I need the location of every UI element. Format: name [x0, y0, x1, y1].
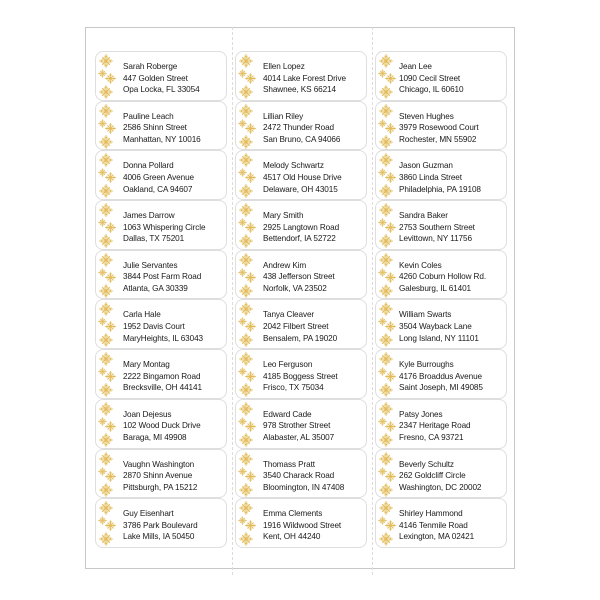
- city-state-zip: MaryHeights, IL 63043: [123, 333, 203, 343]
- snowflake-icon: [239, 85, 253, 99]
- snowflake-icon: [99, 54, 113, 68]
- address-label[interactable]: [235, 349, 367, 399]
- snowflake-icon: [239, 532, 253, 546]
- snowflake-cluster: [236, 251, 264, 299]
- recipient-name: Mary Smith: [263, 211, 304, 221]
- snowflake-icon: [385, 172, 396, 183]
- snowflake-icon: [385, 520, 396, 531]
- snowflake-icon: [385, 272, 396, 283]
- recipient-name: Carla Hale: [123, 310, 161, 320]
- address-label[interactable]: [95, 150, 227, 200]
- snowflake-cluster: [236, 52, 264, 100]
- snowflake-icon: [105, 272, 116, 283]
- labels-grid: [95, 51, 507, 548]
- address-block: [123, 409, 201, 444]
- recipient-name: William Swarts: [399, 310, 452, 320]
- snowflake-icon: [379, 352, 393, 366]
- city-state-zip: Bettendorf, IA 52722: [263, 234, 336, 244]
- snowflake-icon: [99, 184, 113, 198]
- snowflake-icon: [379, 532, 393, 546]
- snowflake-cluster: [96, 300, 124, 348]
- street-address: 2753 Southern Street: [399, 222, 475, 232]
- snowflake-icon: [239, 483, 253, 497]
- recipient-name: Patsy Jones: [399, 409, 443, 419]
- recipient-name: Vaughn Washington: [123, 459, 195, 469]
- snowflake-icon: [385, 371, 396, 382]
- recipient-name: Guy Eisenhart: [123, 509, 174, 519]
- snowflake-icon: [239, 234, 253, 248]
- snowflake-icon: [379, 284, 393, 298]
- snowflake-icon: [239, 203, 253, 217]
- street-address: 2870 Shinn Avenue: [123, 471, 193, 481]
- snowflake-icon: [245, 520, 256, 531]
- snowflake-icon: [99, 284, 113, 298]
- city-state-zip: Fresno, CA 93721: [399, 433, 464, 442]
- city-state-zip: Manhattan, NY 10016: [123, 134, 201, 144]
- address-block: [263, 459, 344, 494]
- snowflake-icon: [245, 471, 256, 482]
- snowflake-cluster: [96, 102, 124, 150]
- snowflake-icon: [105, 520, 116, 531]
- snowflake-icon: [99, 532, 113, 546]
- city-state-zip: Philadelphia, PA 19108: [399, 184, 481, 194]
- street-address: 2347 Heritage Road: [399, 421, 471, 431]
- address-block: [123, 160, 194, 195]
- street-address: 3540 Charack Road: [263, 471, 335, 481]
- snowflake-icon: [245, 371, 256, 382]
- address-block: [263, 160, 342, 195]
- address-block: [399, 111, 479, 146]
- snowflake-icon: [385, 471, 396, 482]
- snowflake-cluster: [236, 151, 264, 199]
- city-state-zip: Baraga, MI 49908: [123, 433, 187, 442]
- address-label[interactable]: [375, 498, 507, 548]
- snowflake-icon: [99, 135, 113, 149]
- address-label[interactable]: [375, 200, 507, 250]
- snowflake-icon: [105, 123, 116, 134]
- address-block: [123, 309, 203, 344]
- snowflake-cluster: [96, 350, 124, 398]
- snowflake-icon: [99, 352, 113, 366]
- city-state-zip: Bensalem, PA 19020: [263, 333, 338, 343]
- address-label[interactable]: [375, 449, 507, 499]
- street-address: 3844 Post Farm Road: [123, 272, 202, 282]
- city-state-zip: Lexington, MA 02421: [399, 532, 475, 542]
- snowflake-icon: [379, 234, 393, 248]
- address-block: [399, 160, 481, 195]
- recipient-name: Kyle Burroughs: [399, 360, 454, 370]
- snowflake-icon: [239, 104, 253, 118]
- street-address: 978 Strother Street: [263, 421, 331, 431]
- address-block: [399, 359, 483, 394]
- recipient-name: Edward Cade: [263, 409, 312, 419]
- snowflake-icon: [105, 371, 116, 382]
- snowflake-icon: [239, 452, 253, 466]
- city-state-zip: Frisco, TX 75034: [263, 383, 324, 393]
- snowflake-icon: [105, 222, 116, 233]
- address-label[interactable]: [95, 498, 227, 548]
- snowflake-cluster: [96, 499, 124, 547]
- street-address: 3860 Linda Street: [399, 172, 462, 182]
- snowflake-icon: [239, 352, 253, 366]
- street-address: 4146 Tenmile Road: [399, 520, 468, 530]
- address-label[interactable]: [375, 101, 507, 151]
- snowflake-icon: [105, 421, 116, 432]
- snowflake-icon: [379, 54, 393, 68]
- city-state-zip: San Bruno, CA 94066: [263, 134, 341, 144]
- address-label[interactable]: [235, 299, 367, 349]
- snowflake-icon: [379, 433, 393, 447]
- snowflake-cluster: [236, 450, 264, 498]
- city-state-zip: Pittsburgh, PA 15212: [123, 482, 198, 492]
- recipient-name: Julie Servantes: [123, 260, 178, 270]
- street-address: 2925 Langtown Road: [263, 222, 340, 232]
- snowflake-icon: [379, 184, 393, 198]
- snowflake-cluster: [236, 300, 264, 348]
- snowflake-icon: [245, 321, 256, 332]
- snowflake-icon: [385, 321, 396, 332]
- address-label[interactable]: [375, 349, 507, 399]
- street-address: 447 Golden Street: [123, 73, 188, 83]
- street-address: 3504 Wayback Lane: [399, 322, 472, 332]
- snowflake-icon: [99, 153, 113, 167]
- snowflake-cluster: [96, 52, 124, 100]
- snowflake-icon: [239, 402, 253, 416]
- recipient-name: Thomass Pratt: [263, 459, 315, 469]
- city-state-zip: Levittown, NY 11756: [399, 234, 472, 244]
- address-label[interactable]: [235, 250, 367, 300]
- snowflake-icon: [379, 135, 393, 149]
- snowflake-icon: [105, 172, 116, 183]
- city-state-zip: Norfolk, VA 23502: [263, 283, 327, 293]
- recipient-name: Lillian Riley: [263, 111, 304, 121]
- snowflake-icon: [239, 253, 253, 267]
- address-block: [399, 210, 475, 245]
- street-address: 1916 Wildwood Street: [263, 520, 342, 530]
- snowflake-icon: [239, 501, 253, 515]
- address-label[interactable]: [95, 101, 227, 151]
- recipient-name: Leo Ferguson: [263, 360, 313, 370]
- snowflake-icon: [379, 85, 393, 99]
- snowflake-icon: [385, 421, 396, 432]
- snowflake-icon: [239, 153, 253, 167]
- city-state-zip: Galesburg, IL 61401: [399, 283, 471, 293]
- street-address: 2586 Shinn Street: [123, 123, 187, 133]
- address-label[interactable]: [235, 498, 367, 548]
- city-state-zip: Oakland, CA 94607: [123, 184, 193, 194]
- recipient-name: Pauline Leach: [123, 111, 174, 121]
- address-label[interactable]: [375, 299, 507, 349]
- snowflake-cluster: [96, 251, 124, 299]
- snowflake-icon: [99, 203, 113, 217]
- snowflake-icon: [239, 333, 253, 347]
- address-label[interactable]: [95, 299, 227, 349]
- address-block: [263, 210, 339, 245]
- address-label[interactable]: [235, 200, 367, 250]
- address-block: [123, 210, 205, 245]
- city-state-zip: Delaware, OH 43015: [263, 184, 338, 194]
- recipient-name: Tanya Cleaver: [263, 310, 315, 320]
- address-block: [399, 309, 479, 344]
- address-block: [399, 508, 474, 543]
- address-block: [123, 111, 201, 146]
- snowflake-icon: [245, 272, 256, 283]
- city-state-zip: Bloomington, IN 47408: [263, 482, 345, 492]
- address-label[interactable]: [95, 51, 227, 101]
- snowflake-cluster: [236, 102, 264, 150]
- snowflake-cluster: [96, 151, 124, 199]
- snowflake-icon: [379, 452, 393, 466]
- snowflake-icon: [239, 184, 253, 198]
- snowflake-icon: [99, 302, 113, 316]
- street-address: 4517 Old House Drive: [263, 172, 342, 182]
- recipient-name: Jason Guzman: [399, 161, 453, 171]
- snowflake-icon: [245, 172, 256, 183]
- snowflake-icon: [239, 135, 253, 149]
- recipient-name: Joan Dejesus: [123, 409, 172, 419]
- address-block: [123, 61, 200, 96]
- address-block: [263, 309, 337, 344]
- street-address: 1952 Davis Court: [123, 322, 185, 332]
- address-label[interactable]: [235, 101, 367, 151]
- snowflake-icon: [99, 483, 113, 497]
- snowflake-cluster: [236, 400, 264, 448]
- address-block: [123, 508, 198, 543]
- snowflake-cluster: [96, 400, 124, 448]
- snowflake-icon: [245, 123, 256, 134]
- snowflake-icon: [99, 402, 113, 416]
- city-state-zip: Chicago, IL 60610: [399, 85, 464, 95]
- snowflake-icon: [379, 253, 393, 267]
- address-block: [263, 260, 335, 295]
- city-state-zip: Lake Mills, IA 50450: [123, 532, 195, 542]
- address-label[interactable]: [375, 150, 507, 200]
- address-block: [399, 61, 463, 96]
- snowflake-cluster: [96, 201, 124, 249]
- address-label[interactable]: [235, 51, 367, 101]
- city-state-zip: Saint Joseph, MI 49085: [399, 383, 483, 393]
- street-address: 1063 Whispering Circle: [123, 222, 206, 232]
- snowflake-icon: [385, 123, 396, 134]
- snowflake-icon: [99, 253, 113, 267]
- city-state-zip: Kent, OH 44240: [263, 532, 321, 542]
- street-address: 4185 Boggess Street: [263, 371, 338, 381]
- snowflake-icon: [99, 234, 113, 248]
- snowflake-cluster: [236, 499, 264, 547]
- street-address: 3979 Rosewood Court: [399, 123, 479, 133]
- snowflake-icon: [239, 433, 253, 447]
- snowflake-icon: [99, 383, 113, 397]
- recipient-name: Andrew Kim: [263, 260, 307, 270]
- city-state-zip: Washington, DC 20002: [399, 482, 482, 492]
- snowflake-icon: [245, 421, 256, 432]
- snowflake-icon: [105, 321, 116, 332]
- street-address: 438 Jefferson Street: [263, 272, 335, 282]
- street-address: 102 Wood Duck Drive: [123, 421, 201, 431]
- street-address: 2222 Bingamon Road: [123, 371, 201, 381]
- snowflake-icon: [239, 383, 253, 397]
- snowflake-icon: [379, 104, 393, 118]
- recipient-name: Kevin Coles: [399, 260, 442, 270]
- snowflake-icon: [245, 222, 256, 233]
- recipient-name: Steven Hughes: [399, 111, 454, 121]
- recipient-name: Shirley Hammond: [399, 509, 463, 519]
- street-address: 262 Goldcliff Circle: [399, 471, 466, 481]
- snowflake-icon: [239, 54, 253, 68]
- address-label[interactable]: [375, 250, 507, 300]
- recipient-name: Donna Pollard: [123, 161, 174, 171]
- city-state-zip: Brecksville, OH 44141: [123, 383, 202, 393]
- street-address: 3786 Park Boulevard: [123, 520, 198, 530]
- street-address: 1090 Cecil Street: [399, 73, 461, 83]
- street-address: 2472 Thunder Road: [263, 123, 334, 133]
- snowflake-cluster: [236, 350, 264, 398]
- snowflake-icon: [99, 333, 113, 347]
- snowflake-icon: [379, 483, 393, 497]
- address-label[interactable]: [375, 399, 507, 449]
- snowflake-icon: [99, 501, 113, 515]
- city-state-zip: Shawnee, KS 66214: [263, 85, 336, 95]
- city-state-zip: Rochester, MN 55902: [399, 134, 477, 144]
- snowflake-icon: [239, 302, 253, 316]
- street-address: 4014 Lake Forest Drive: [263, 73, 346, 83]
- recipient-name: Sandra Baker: [399, 211, 448, 221]
- city-state-zip: Long Island, NY 11101: [399, 333, 479, 343]
- address-block: [123, 260, 201, 295]
- address-block: [399, 260, 486, 295]
- recipient-name: Mary Montag: [123, 360, 170, 370]
- recipient-name: Melody Schwartz: [263, 161, 324, 171]
- city-state-zip: Dallas, TX 75201: [123, 234, 185, 244]
- city-state-zip: Alabaster, AL 35007: [263, 433, 335, 442]
- snowflake-icon: [245, 73, 256, 84]
- recipient-name: Emma Clements: [263, 509, 323, 519]
- address-block: [263, 111, 340, 146]
- snowflake-icon: [379, 302, 393, 316]
- address-label[interactable]: [235, 449, 367, 499]
- address-block: [263, 359, 338, 394]
- snowflake-icon: [239, 284, 253, 298]
- address-label[interactable]: [235, 399, 367, 449]
- snowflake-icon: [379, 383, 393, 397]
- city-state-zip: Opa Locka, FL 33054: [123, 85, 200, 95]
- address-label[interactable]: [95, 449, 227, 499]
- snowflake-icon: [99, 104, 113, 118]
- recipient-name: Ellen Lopez: [263, 62, 305, 71]
- snowflake-icon: [379, 153, 393, 167]
- address-label[interactable]: [95, 399, 227, 449]
- address-block: [263, 409, 334, 444]
- snowflake-icon: [385, 222, 396, 233]
- address-block: [263, 508, 341, 543]
- street-address: 4176 Broaddus Avenue: [399, 371, 482, 381]
- address-label[interactable]: [95, 250, 227, 300]
- snowflake-icon: [99, 433, 113, 447]
- snowflake-icon: [105, 471, 116, 482]
- recipient-name: James Darrow: [123, 211, 175, 221]
- city-state-zip: Atlanta, GA 30339: [123, 283, 188, 293]
- snowflake-cluster: [96, 450, 124, 498]
- recipient-name: Beverly Schultz: [399, 459, 454, 469]
- address-block: [123, 459, 197, 494]
- address-label[interactable]: [95, 349, 227, 399]
- address-block: [263, 61, 346, 96]
- address-block: [123, 359, 202, 394]
- address-label[interactable]: [235, 150, 367, 200]
- snowflake-icon: [379, 402, 393, 416]
- snowflake-icon: [99, 452, 113, 466]
- street-address: 4006 Green Avenue: [123, 172, 194, 182]
- snowflake-icon: [379, 501, 393, 515]
- address-label[interactable]: [95, 200, 227, 250]
- snowflake-icon: [379, 203, 393, 217]
- address-label[interactable]: [375, 51, 507, 101]
- street-address: 4260 Coburn Hollow Rd.: [399, 272, 487, 282]
- address-block: [399, 409, 470, 444]
- snowflake-icon: [105, 73, 116, 84]
- recipient-name: Sarah Roberge: [123, 62, 178, 71]
- snowflake-icon: [99, 85, 113, 99]
- street-address: 2042 Filbert Street: [263, 322, 329, 332]
- address-block: [399, 459, 481, 494]
- recipient-name: Jean Lee: [399, 62, 432, 71]
- snowflake-icon: [385, 73, 396, 84]
- snowflake-cluster: [236, 201, 264, 249]
- snowflake-icon: [379, 333, 393, 347]
